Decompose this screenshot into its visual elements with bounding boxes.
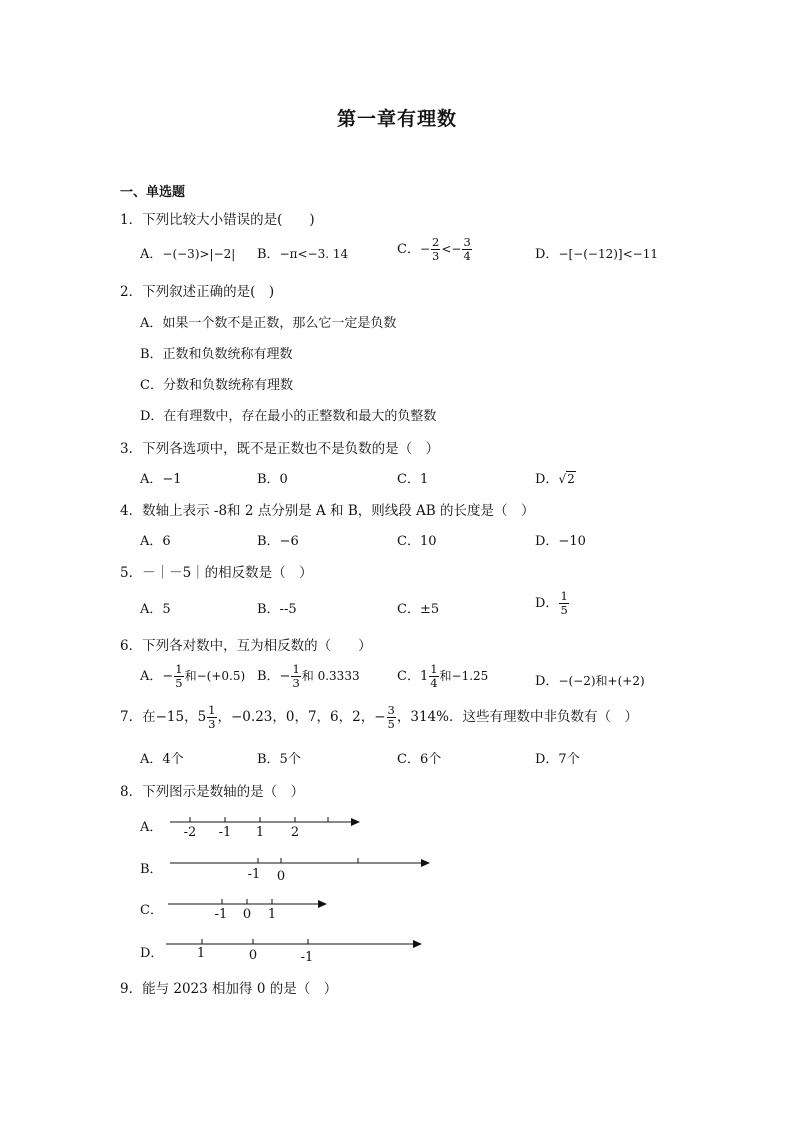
stem-text: ，−0.23，0，7，6，2，− [217, 709, 386, 725]
option-label: A．− [140, 669, 174, 684]
q8-number-line-b [160, 852, 440, 886]
option-label: C． [397, 242, 420, 257]
q7-option-c[interactable]: C．6个 [397, 752, 442, 767]
fraction [207, 704, 216, 731]
fraction [462, 236, 471, 263]
denominator: 3 [208, 717, 216, 731]
numerator: 2 [432, 235, 440, 249]
question-7-stem [120, 704, 638, 731]
numerator: 1 [560, 589, 568, 603]
numerator: 1 [175, 662, 183, 676]
denominator: 4 [430, 676, 438, 690]
question-9-stem: 9．能与 2023 相加得 0 的是（ ） [120, 981, 338, 997]
q4-option-b[interactable]: B．−6 [257, 534, 299, 549]
q8-number-line-d [160, 935, 430, 969]
q2-option-a[interactable]: A．如果一个数不是正数，那么它一定是负数 [140, 316, 397, 331]
q6-option-c[interactable] [397, 663, 488, 690]
page-title: 第一章有理数 [336, 108, 457, 130]
q4-option-a[interactable]: A．6 [140, 534, 171, 549]
option-expression: −π<−3. 14 [279, 247, 349, 261]
sqrt-symbol: √2 [558, 472, 575, 486]
fraction [559, 590, 568, 617]
question-6-stem: 6．下列各对数中，互为相反数的（ ） [120, 638, 372, 654]
tick-label: -2 [183, 825, 197, 840]
q4-option-d[interactable]: D．−10 [535, 534, 586, 549]
option-label: D． [535, 472, 559, 487]
option-label: B． [257, 247, 280, 262]
numerator: 1 [208, 703, 216, 717]
q8-option-c[interactable]: C． [140, 903, 163, 918]
numerator: 1 [292, 662, 300, 676]
question-1-stem: 1．下列比较大小错误的是( ) [120, 212, 315, 228]
fraction [174, 663, 183, 690]
option-label: D． [535, 596, 559, 611]
q1-option-a[interactable] [140, 243, 235, 262]
stem-text: 7．在−15，5 [120, 709, 207, 725]
radicand: 2 [567, 472, 575, 486]
q1-option-c[interactable] [397, 236, 473, 263]
tick-label: 1 [267, 907, 277, 922]
q5-option-c[interactable]: C．±5 [397, 602, 440, 617]
denominator: 3 [292, 676, 300, 690]
q3-option-a[interactable]: A．−1 [140, 472, 182, 487]
tick-label: -1 [214, 907, 228, 922]
fraction [291, 663, 300, 690]
option-expression: 和−(+0.5) [184, 669, 246, 683]
numerator: 3 [463, 235, 471, 249]
denominator: 5 [387, 717, 395, 731]
numerator: 3 [387, 703, 395, 717]
fraction [387, 704, 396, 731]
q2-option-c[interactable]: C．分数和负数统称有理数 [140, 378, 293, 393]
q7-option-d[interactable]: D．7个 [535, 752, 580, 767]
axis-arrow [351, 818, 360, 826]
tick-label: 0 [242, 907, 252, 922]
tick-label: 1 [196, 946, 206, 961]
q7-option-a[interactable]: A．4个 [140, 752, 184, 767]
option-label: D． [535, 247, 559, 262]
option-expression: 和−1.25 [439, 669, 489, 683]
axis-arrow [413, 940, 422, 948]
section-heading: 一、单选题 [120, 185, 186, 200]
tick-label: 2 [290, 825, 300, 840]
axis-arrow [421, 859, 430, 867]
comparison: <− [441, 242, 462, 256]
option-label: D． [535, 674, 559, 689]
numerator: 1 [430, 662, 438, 676]
question-5-stem: 5．－｜－5｜的相反数是（ ） [120, 565, 313, 581]
q8-option-d[interactable]: D． [140, 946, 164, 961]
question-4-stem: 4．数轴上表示 -8和 2 点分别是 A 和 B，则线段 AB 的长度是（ ） [120, 503, 535, 519]
question-3-stem: 3．下列各选项中，既不是正数也不是负数的是（ ） [120, 441, 440, 457]
option-label: C．1 [397, 669, 429, 684]
q5-option-a[interactable]: A．5 [140, 602, 171, 617]
q8-option-b[interactable]: B． [140, 862, 163, 877]
option-expression: −(−2)和+(+2) [558, 674, 645, 688]
q7-option-b[interactable]: B．5个 [257, 752, 301, 767]
denominator: 3 [432, 249, 440, 263]
q1-option-b[interactable] [257, 243, 348, 262]
option-expression: −[−(−12)]<−11 [558, 247, 658, 261]
q8-option-a[interactable]: A． [140, 820, 163, 835]
denominator: 5 [560, 603, 568, 617]
fraction [429, 663, 438, 690]
q3-option-b[interactable]: B．0 [257, 472, 288, 487]
denominator: 4 [463, 249, 471, 263]
axis-arrow [318, 900, 327, 908]
q4-option-c[interactable]: C．10 [397, 534, 437, 549]
stem-text: ，314%．这些有理数中非负数有（ ） [396, 709, 638, 725]
q2-option-d[interactable]: D．在有理数中，存在最小的正整数和最大的负整数 [140, 409, 437, 424]
q6-option-a[interactable] [140, 663, 245, 690]
option-label: B．− [257, 669, 291, 684]
denominator: 5 [175, 676, 183, 690]
tick-label: -1 [218, 825, 232, 840]
q6-option-b[interactable] [257, 663, 360, 690]
q8-number-line-c [160, 895, 340, 925]
tick-label: -1 [247, 867, 261, 882]
q5-option-b[interactable]: B．--5 [257, 602, 297, 617]
option-expression: 和 0.3333 [301, 669, 360, 683]
option-expression: −(−3)>|−2| [162, 247, 236, 261]
q6-option-d[interactable] [535, 670, 645, 689]
q8-number-line-a [160, 812, 370, 842]
option-label: A． [140, 247, 163, 262]
tick-label: -1 [300, 950, 314, 965]
fraction [431, 236, 440, 263]
question-8-stem: 8．下列图示是数轴的是（ ） [120, 784, 305, 800]
tick-label: 1 [255, 825, 265, 840]
tick-label: 0 [248, 948, 258, 963]
q1-option-d[interactable] [535, 243, 658, 262]
q3-option-c[interactable]: C．1 [397, 472, 429, 487]
minus-sign: − [419, 242, 431, 256]
q3-option-d[interactable] [535, 468, 576, 487]
question-2-stem: 2．下列叙述正确的是( ) [120, 284, 275, 300]
q2-option-b[interactable]: B．正数和负数统称有理数 [140, 347, 293, 362]
q5-option-d[interactable] [535, 590, 570, 617]
tick-label: 0 [276, 869, 286, 884]
